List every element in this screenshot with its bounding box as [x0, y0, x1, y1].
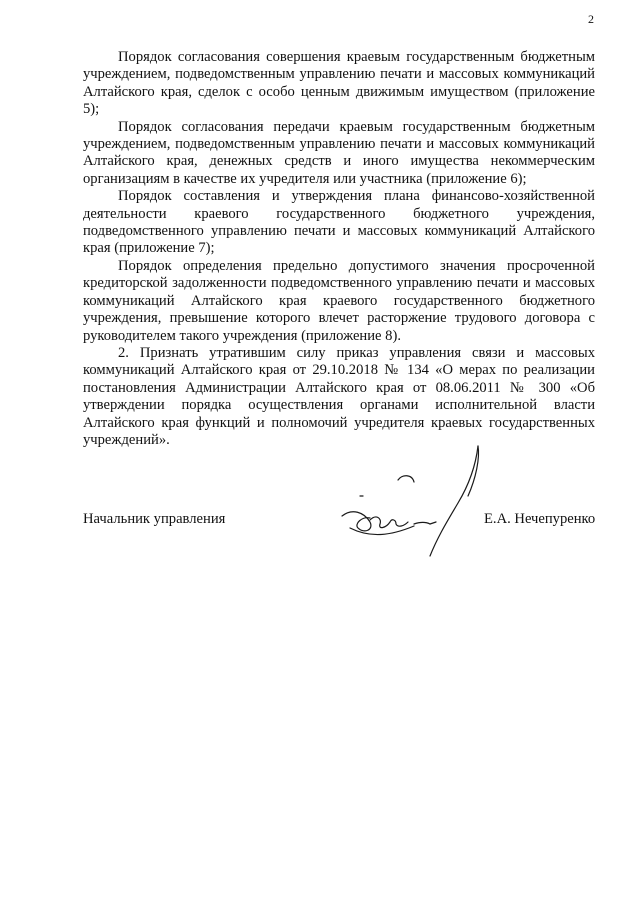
- paragraph-appendix-8: Порядок определения предельно допустимого значения просроченной кредиторской задолженности подведомственного управлению печати и массовых коммуникаций Алтайского края краевого государственного бюджетного учреждения, превышение которого влечет расторжение трудового договора с руководителем такого учреждения (приложение 8).: [83, 257, 595, 344]
- document-body: [83, 49, 595, 449]
- signatory-name: Е.А. Нечепуренко: [484, 511, 596, 527]
- paragraph-appendix-7: Порядок составления и утверждения плана финансово-хозяйственной деятельности краевого государственного бюджетного учреждения, подведомственного управлению печати и массовых коммуникаций Алтайского края (приложение 7);: [83, 188, 595, 257]
- paragraph-appendix-5: Порядок согласования совершения краевым государственным бюджетным учреждением, подведомственным управлению печати и массовых коммуникаций Алтайского края, сделок с особо ценным движимым имуществом (приложение 5);: [83, 49, 595, 118]
- handwritten-signature: [330, 438, 490, 573]
- paragraph-appendix-6: Порядок согласования передачи краевым государственным бюджетным учреждением, подведомственным управлению печати и массовых коммуникаций Алтайского края, денежных средств и иного имущества некоммерческим организациям в качестве их учредителя или участника (приложение 6);: [83, 118, 595, 187]
- page-number: 2: [588, 12, 594, 26]
- signatory-title: Начальник управления: [83, 511, 226, 527]
- paragraph-repeal-order: 2. Признать утратившим силу приказ управления связи и массовых коммуникаций Алтайского края от 29.10.2018 № 134 «О мерах по реализации постановления Администрации Алтайского края от 08.06.2011 № 300 «Об утверждении порядка осуществления органами исполнительной власти Алтайского края функций и полномочий учредителя краевых государственных учреждений».: [83, 344, 595, 448]
